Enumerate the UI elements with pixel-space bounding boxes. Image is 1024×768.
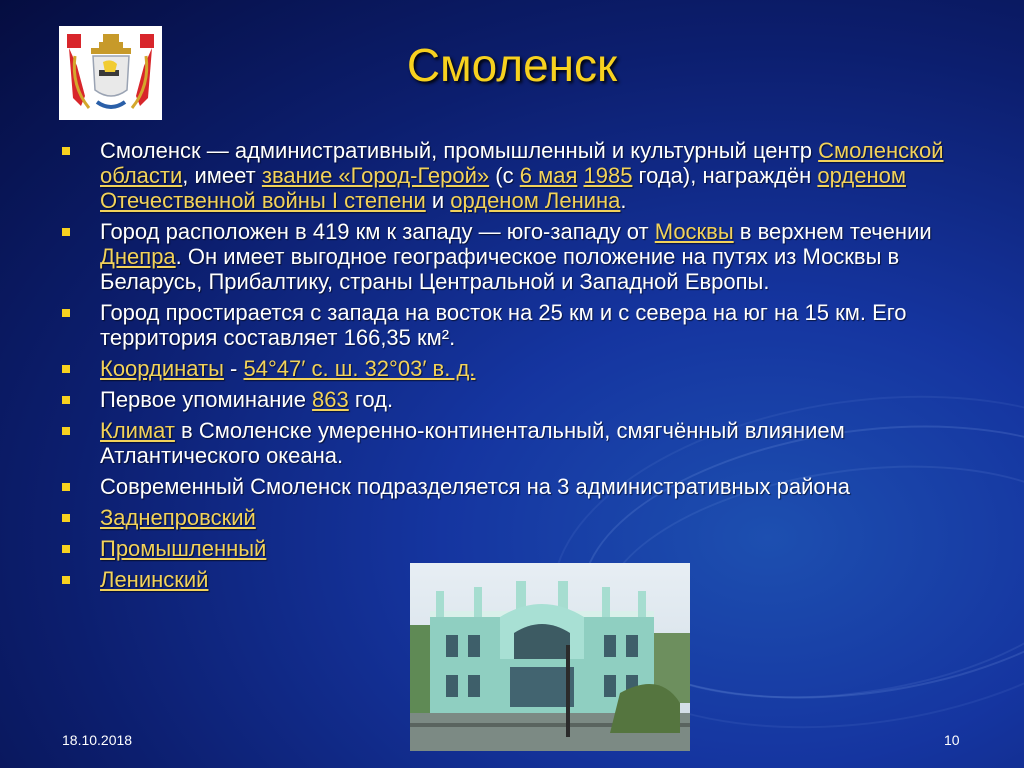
list-item bbox=[60, 474, 970, 499]
list-item bbox=[60, 387, 970, 412]
link-dnieper[interactable]: Днепра bbox=[100, 244, 176, 269]
list-item bbox=[60, 536, 970, 561]
list-item bbox=[60, 138, 970, 213]
item-text: в верхнем течении bbox=[733, 219, 932, 244]
bullet-list bbox=[60, 138, 970, 598]
link-moscow[interactable]: Москвы bbox=[654, 219, 734, 244]
link-climate[interactable]: Климат bbox=[100, 418, 175, 443]
item-text: Первое упоминание bbox=[100, 387, 313, 412]
link-order-patriotic-war[interactable]: орденом Отечественной войны I степени bbox=[100, 163, 906, 213]
link-6-may[interactable]: 6 мая bbox=[519, 163, 578, 188]
item-text: . Он имеет выгодное географическое положение на путях из Москвы в Беларусь, Прибалтику, страны Центральной и Западной Европы. bbox=[100, 244, 900, 294]
link-863[interactable]: 863 bbox=[312, 387, 349, 412]
bullet-icon bbox=[62, 545, 70, 553]
link-coordinates-value[interactable]: 54°47′ с. ш. 32°03′ в. д. bbox=[243, 356, 476, 381]
slide-date: 18.10.2018 bbox=[62, 732, 133, 748]
list-item bbox=[60, 219, 970, 294]
link-order-lenin[interactable]: орденом Ленина bbox=[450, 188, 621, 213]
bullet-icon bbox=[62, 365, 70, 373]
item-text: , имеет bbox=[182, 163, 262, 188]
list-item bbox=[60, 505, 970, 530]
link-1985[interactable]: 1985 bbox=[583, 163, 633, 188]
bullet-icon bbox=[62, 576, 70, 584]
item-text: Смоленск — административный, промышленный и культурный центр bbox=[100, 138, 819, 163]
item-text: в Смоленске умеренно-континентальный, смягчённый влиянием Атлантического океана. bbox=[100, 418, 845, 468]
link-zadneprovsky[interactable]: Заднепровский bbox=[100, 505, 256, 530]
item-text: год. bbox=[348, 387, 394, 412]
item-text: Современный Смоленск подразделяется на 3 административных района bbox=[100, 474, 850, 499]
railway-station-photo bbox=[410, 563, 690, 751]
link-hero-city[interactable]: звание «Город-Герой» bbox=[261, 163, 490, 188]
bullet-icon bbox=[62, 427, 70, 435]
bullet-icon bbox=[62, 147, 70, 155]
bullet-icon bbox=[62, 514, 70, 522]
page-title: Смоленск bbox=[406, 39, 618, 91]
list-item bbox=[60, 300, 970, 350]
item-text: - bbox=[223, 356, 244, 381]
link-leninsky[interactable]: Ленинский bbox=[100, 567, 209, 592]
link-promyshlenny[interactable]: Промышленный bbox=[100, 536, 267, 561]
slide-number: 10 bbox=[944, 732, 960, 748]
bullet-icon bbox=[62, 396, 70, 404]
item-text: и bbox=[425, 188, 451, 213]
bullet-icon bbox=[62, 309, 70, 317]
item-text: Город расположен в 419 км к западу — юго-западу от bbox=[100, 219, 655, 244]
bullet-icon bbox=[62, 483, 70, 491]
list-item bbox=[60, 418, 970, 468]
item-text: Город простирается с запада на восток на 25 км и с севера на юг на 15 км. Его территория составляет 166,35 км². bbox=[100, 300, 907, 350]
bullet-icon bbox=[62, 228, 70, 236]
item-text: (с bbox=[489, 163, 520, 188]
link-smolensk-oblast[interactable]: Смоленской области bbox=[100, 138, 944, 188]
list-item bbox=[60, 356, 970, 381]
item-text: . bbox=[620, 188, 627, 213]
item-text: года), награждён bbox=[632, 163, 818, 188]
link-coordinates[interactable]: Координаты bbox=[100, 356, 224, 381]
